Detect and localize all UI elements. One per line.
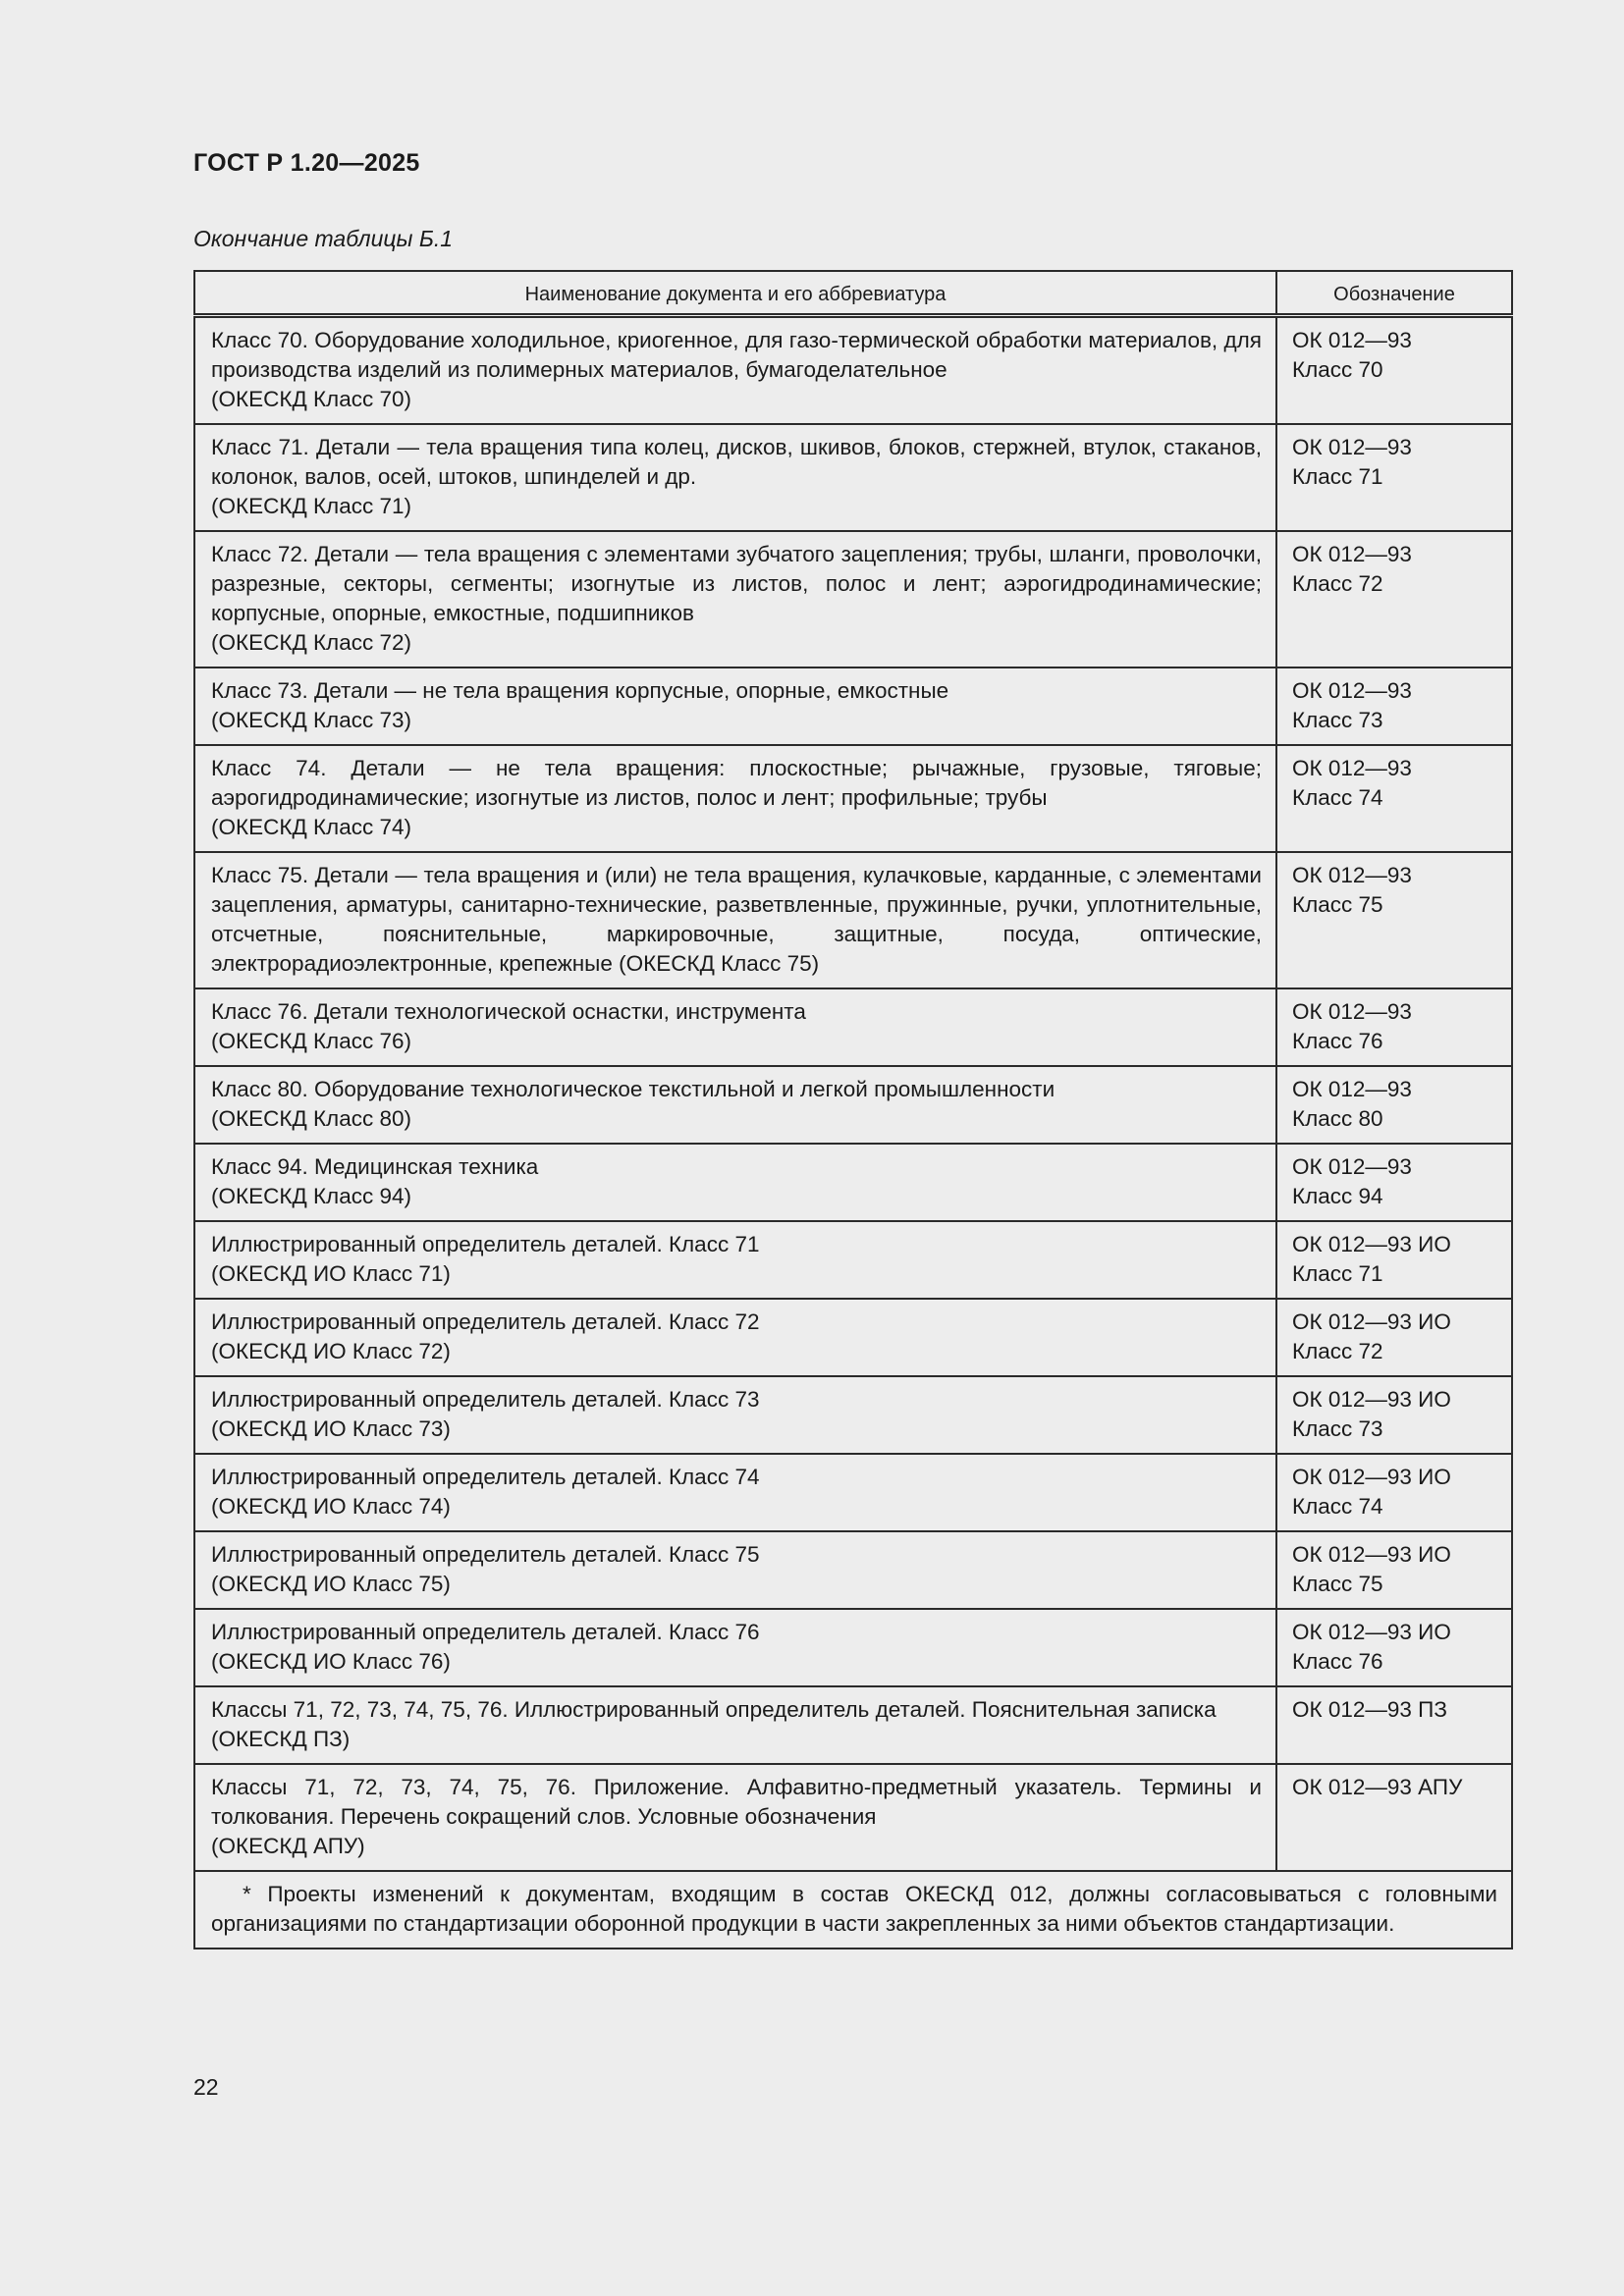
designation-cell	[1276, 852, 1512, 988]
designation-code: ОК 012—93	[1292, 435, 1412, 459]
table-row	[194, 1609, 1512, 1686]
document-name-cell	[194, 1066, 1276, 1144]
document-name-cell	[194, 531, 1276, 667]
table-row	[194, 745, 1512, 852]
designation-class: Класс 74	[1292, 785, 1383, 810]
document-name: Класс 70. Оборудование холодильное, криогенное, для газо-термической обработки материалов, для производства изделий из полимерных материалов, бумагоделательное	[211, 328, 1262, 382]
designation-code: ОК 012—93	[1292, 756, 1412, 780]
designation-code: ОК 012—93 АПУ	[1292, 1775, 1463, 1799]
document-name-cell	[194, 1531, 1276, 1609]
document-abbreviation: (ОКЕСКД ИО Класс 74)	[211, 1494, 451, 1519]
designation-cell	[1276, 424, 1512, 531]
document-table	[193, 270, 1513, 1949]
designation-cell	[1276, 531, 1512, 667]
document-abbreviation: (ОКЕСКД ИО Класс 72)	[211, 1339, 451, 1363]
designation-cell	[1276, 1686, 1512, 1764]
table-row	[194, 1066, 1512, 1144]
document-name-cell	[194, 1609, 1276, 1686]
designation-cell	[1276, 1531, 1512, 1609]
document-name-cell	[194, 1144, 1276, 1221]
document-name: Класс 94. Медицинская техника	[211, 1154, 539, 1179]
table-row	[194, 1221, 1512, 1299]
designation-cell	[1276, 1066, 1512, 1144]
designation-code: ОК 012—93	[1292, 1077, 1412, 1101]
document-name-cell	[194, 316, 1276, 425]
designation-code: ОК 012—93	[1292, 999, 1412, 1024]
document-abbreviation: (ОКЕСКД Класс 76)	[211, 1029, 411, 1053]
document-abbreviation: (ОКЕСКД Класс 70)	[211, 387, 411, 411]
designation-cell	[1276, 1376, 1512, 1454]
designation-cell	[1276, 745, 1512, 852]
designation-class: Класс 76	[1292, 1649, 1383, 1674]
table-row	[194, 852, 1512, 988]
designation-class: Класс 72	[1292, 1339, 1383, 1363]
table-row	[194, 424, 1512, 531]
document-abbreviation: (ОКЕСКД ПЗ)	[211, 1727, 351, 1751]
table-row	[194, 1144, 1512, 1221]
table-row	[194, 1454, 1512, 1531]
document-name: Иллюстрированный определитель деталей. Класс 73	[211, 1387, 760, 1412]
document-abbreviation: (ОКЕСКД Класс 80)	[211, 1106, 411, 1131]
designation-class: Класс 72	[1292, 571, 1383, 596]
designation-code: ОК 012—93 ИО	[1292, 1387, 1451, 1412]
designation-code: ОК 012—93	[1292, 328, 1412, 352]
document-name-cell	[194, 424, 1276, 531]
document-abbreviation: (ОКЕСКД ИО Класс 73)	[211, 1416, 451, 1441]
designation-class: Класс 71	[1292, 464, 1383, 489]
document-name: Класс 74. Детали — не тела вращения: плоскостные; рычажные, грузовые, тяговые; аэрогидродинамические; изогнутые из листов, полос и лент; профильные; трубы	[211, 756, 1262, 810]
document-name-cell	[194, 988, 1276, 1066]
table-footnote	[194, 1871, 1512, 1949]
designation-code: ОК 012—93	[1292, 678, 1412, 703]
designation-class: Класс 75	[1292, 892, 1383, 917]
designation-class: Класс 70	[1292, 357, 1383, 382]
designation-cell	[1276, 988, 1512, 1066]
designation-cell	[1276, 1454, 1512, 1531]
document-name: Иллюстрированный определитель деталей. Класс 76	[211, 1620, 760, 1644]
document-name-cell	[194, 745, 1276, 852]
document-name-cell	[194, 1454, 1276, 1531]
document-code: ГОСТ Р 1.20—2025	[193, 149, 420, 177]
column-header-name: Наименование документа и его аббревиатура	[194, 271, 1276, 316]
document-name-cell	[194, 1221, 1276, 1299]
document-name: Класс 73. Детали — не тела вращения корпусные, опорные, емкостные	[211, 678, 949, 703]
document-abbreviation: (ОКЕСКД Класс 73)	[211, 708, 411, 732]
designation-cell	[1276, 316, 1512, 425]
document-name: Класс 72. Детали — тела вращения с элементами зубчатого зацепления; трубы, шланги, проволочки, разрезные, секторы, сегменты; изогнутые из листов, полос и лент; аэрогидродинамические; корпусные, опорные, емкостные, подшипников	[211, 542, 1262, 625]
footnote-text: * Проекты изменений к документам, входящим в состав ОКЕСКД 012, должны согласовываться с головными организациями по стандартизации оборонной продукции в части закрепленных за ними объектов стандартизации.	[211, 1882, 1497, 1936]
designation-cell	[1276, 667, 1512, 745]
table-row	[194, 667, 1512, 745]
document-name: Класс 80. Оборудование технологическое текстильной и легкой промышленности	[211, 1077, 1056, 1101]
designation-class: Класс 94	[1292, 1184, 1383, 1208]
table-row	[194, 988, 1512, 1066]
table-caption: Окончание таблицы Б.1	[193, 226, 454, 251]
document-name: Класс 71. Детали — тела вращения типа колец, дисков, шкивов, блоков, стержней, втулок, стаканов, колонок, валов, осей, штоков, шпинделей и др.	[211, 435, 1262, 489]
document-abbreviation: (ОКЕСКД Класс 72)	[211, 630, 411, 655]
table-row	[194, 1299, 1512, 1376]
designation-cell	[1276, 1609, 1512, 1686]
document-name: Класс 75. Детали — тела вращения и (или) не тела вращения, кулачковые, карданные, с элементами зацепления, арматуры, санитарно-технические, разветвленные, пружинные, ручки, уплотнительные, отсчетные, пояснительные, маркировочные, защитные, посуда, оптические, электрорадиоэлектронные, крепежные (ОКЕСКД Класс 75)	[211, 863, 1262, 976]
table-body	[194, 316, 1512, 1872]
designation-class: Класс 71	[1292, 1261, 1383, 1286]
document-name-cell	[194, 1299, 1276, 1376]
designation-class: Класс 76	[1292, 1029, 1383, 1053]
document-name: Классы 71, 72, 73, 74, 75, 76. Приложение. Алфавитно-предметный указатель. Термины и толкования. Перечень сокращений слов. Условные обозначения	[211, 1775, 1262, 1829]
document-abbreviation: (ОКЕСКД ИО Класс 75)	[211, 1572, 451, 1596]
document-abbreviation: (ОКЕСКД Класс 74)	[211, 815, 411, 839]
document-name: Иллюстрированный определитель деталей. Класс 74	[211, 1465, 760, 1489]
designation-class: Класс 73	[1292, 1416, 1383, 1441]
table-row	[194, 531, 1512, 667]
document-name: Классы 71, 72, 73, 74, 75, 76. Иллюстрированный определитель деталей. Пояснительная записка	[211, 1697, 1217, 1722]
footnote-row	[194, 1871, 1512, 1949]
document-abbreviation: (ОКЕСКД ИО Класс 71)	[211, 1261, 451, 1286]
designation-cell	[1276, 1299, 1512, 1376]
document-abbreviation: (ОКЕСКД АПУ)	[211, 1834, 365, 1858]
document-name: Класс 76. Детали технологической оснастки, инструмента	[211, 999, 806, 1024]
designation-class: Класс 75	[1292, 1572, 1383, 1596]
designation-class: Класс 80	[1292, 1106, 1383, 1131]
designation-code: ОК 012—93 ИО	[1292, 1620, 1451, 1644]
document-name: Иллюстрированный определитель деталей. Класс 71	[211, 1232, 760, 1256]
designation-code: ОК 012—93 ИО	[1292, 1309, 1451, 1334]
document-name: Иллюстрированный определитель деталей. Класс 75	[211, 1542, 760, 1567]
designation-code: ОК 012—93	[1292, 1154, 1412, 1179]
designation-code: ОК 012—93 ИО	[1292, 1542, 1451, 1567]
document-abbreviation: (ОКЕСКД Класс 71)	[211, 494, 411, 518]
designation-code: ОК 012—93 ПЗ	[1292, 1697, 1447, 1722]
designation-code: ОК 012—93 ИО	[1292, 1465, 1451, 1489]
document-name: Иллюстрированный определитель деталей. Класс 72	[211, 1309, 760, 1334]
document-name-cell	[194, 667, 1276, 745]
table-row	[194, 316, 1512, 425]
designation-cell	[1276, 1144, 1512, 1221]
document-name-cell	[194, 1376, 1276, 1454]
designation-cell	[1276, 1221, 1512, 1299]
table-row	[194, 1686, 1512, 1764]
table-row	[194, 1531, 1512, 1609]
designation-class: Класс 73	[1292, 708, 1383, 732]
designation-cell	[1276, 1764, 1512, 1871]
designation-code: ОК 012—93	[1292, 863, 1412, 887]
document-name-cell	[194, 852, 1276, 988]
table-header-row	[194, 271, 1512, 316]
table-row	[194, 1376, 1512, 1454]
table-row	[194, 1764, 1512, 1871]
document-name-cell	[194, 1686, 1276, 1764]
designation-code: ОК 012—93 ИО	[1292, 1232, 1451, 1256]
column-header-code: Обозначение	[1276, 271, 1512, 316]
document-abbreviation: (ОКЕСКД Класс 94)	[211, 1184, 411, 1208]
designation-class: Класс 74	[1292, 1494, 1383, 1519]
document-name-cell	[194, 1764, 1276, 1871]
page-number: 22	[193, 2074, 219, 2100]
designation-code: ОК 012—93	[1292, 542, 1412, 566]
document-abbreviation: (ОКЕСКД ИО Класс 76)	[211, 1649, 451, 1674]
